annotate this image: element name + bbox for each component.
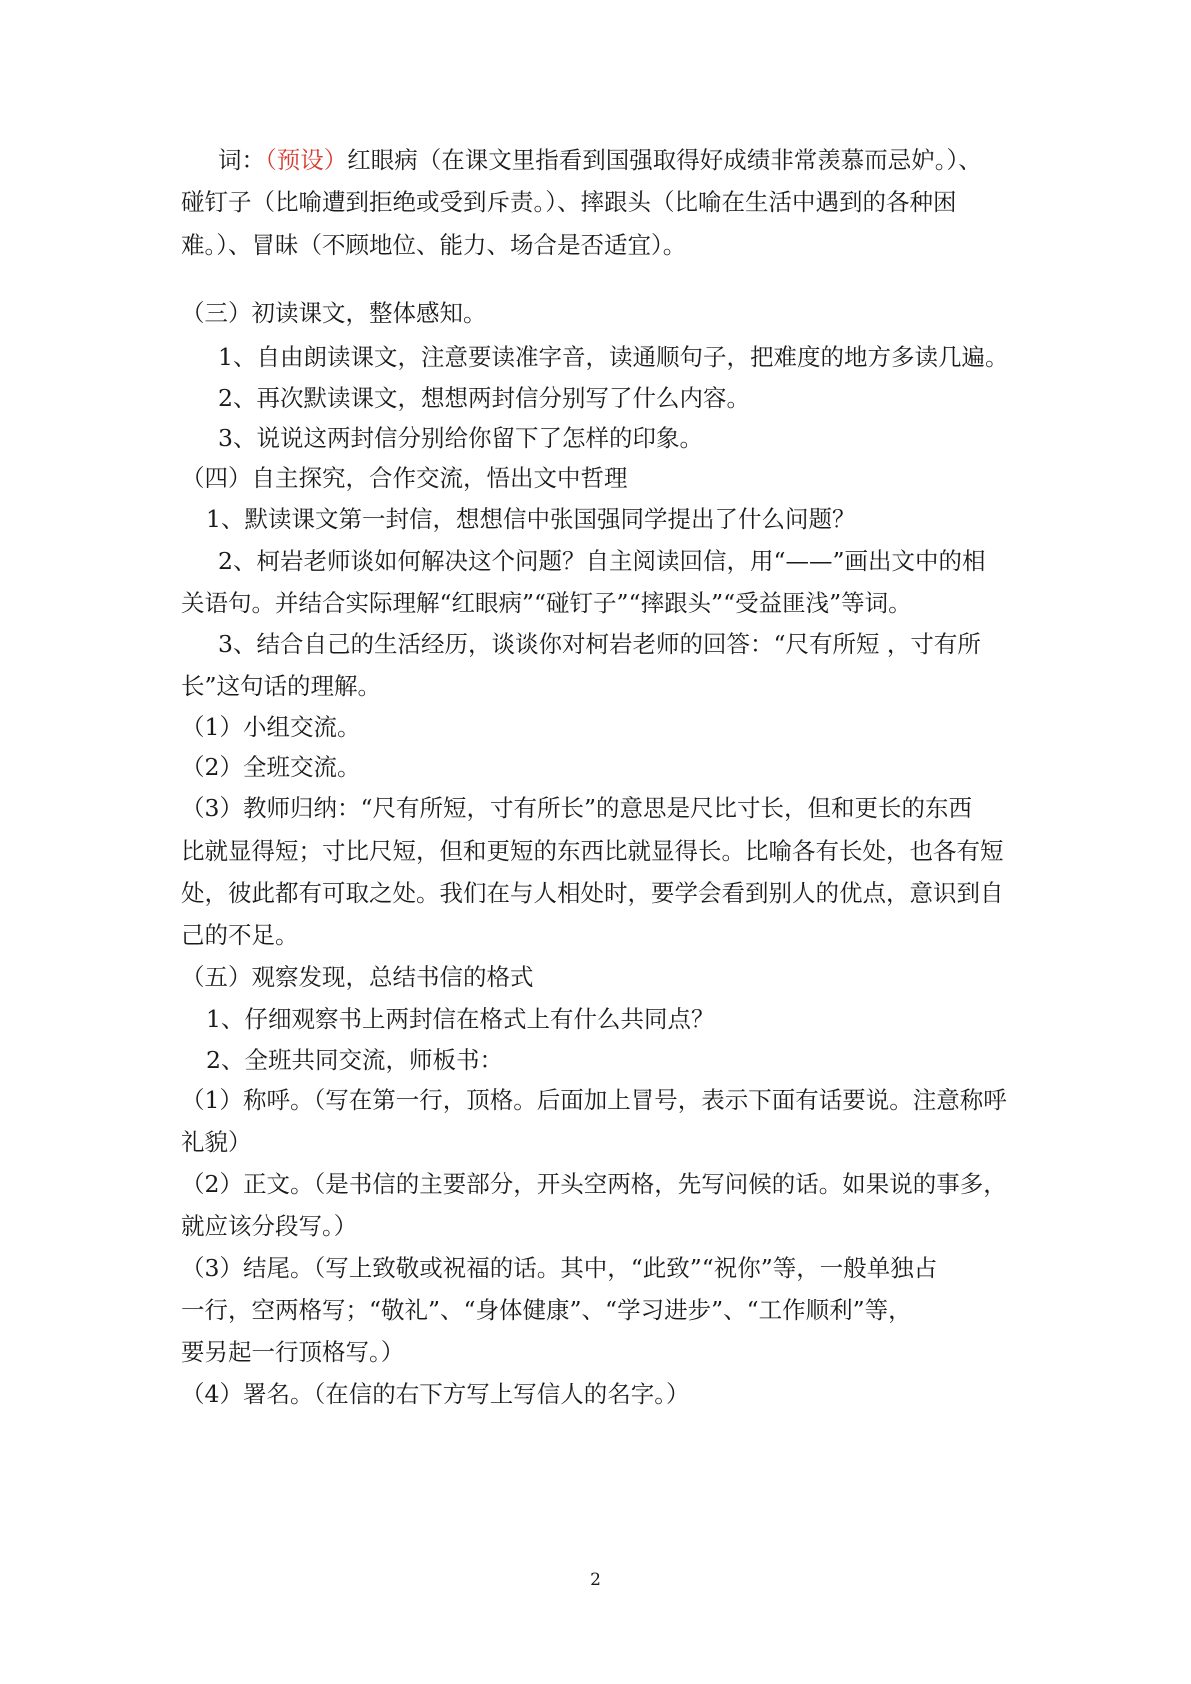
- text-line: （1）称呼。（写在第一行，顶格。后面加上冒号，表示下面有话要说。注意称呼: [181, 1086, 1007, 1114]
- text-line: 处，彼此都有可取之处。我们在与人相处时，要学会看到别人的优点，意识到自: [181, 879, 1004, 907]
- text-line: 就应该分段写。）: [181, 1212, 358, 1240]
- text-line: 3、说说这两封信分别给你留下了怎样的印象。: [218, 424, 703, 452]
- text-line: （3）结尾。（写上致敬或祝福的话。其中，“此致”“祝你”等，一般单独占: [181, 1254, 938, 1282]
- text-line: （2）全班交流。: [181, 753, 361, 781]
- text-line: 要另起一行顶格写。）: [181, 1338, 405, 1366]
- text-line: （4）署名。（在信的右下方写上写信人的名字。）: [181, 1380, 690, 1408]
- page-number: 2: [590, 1570, 601, 1590]
- text-line: 1、仔细观察书上两封信在格式上有什么共同点？: [206, 1005, 715, 1033]
- preset-label: （预设）: [265, 146, 348, 174]
- section-heading: （三）初读课文，整体感知。: [181, 299, 487, 327]
- text-line: 难。）、冒昧（不顾地位、能力、场合是否适宜）。: [181, 231, 687, 259]
- text-line: 1、默读课文第一封信，想想信中张国强同学提出了什么问题？: [206, 505, 856, 533]
- text-line: （2）正文。（是书信的主要部分，开头空两格，先写问候的话。如果说的事多，: [181, 1170, 1007, 1198]
- text-line: 1、自由朗读课文，注意要读准字音，读通顺句子，把难度的地方多读几遍。: [218, 343, 1009, 371]
- text-line: 长”这句话的理解。: [181, 672, 382, 700]
- section-heading: （四）自主探究，合作交流，悟出文中哲理: [181, 464, 628, 492]
- text-line: （3）教师归纳：“尺有所短，寸有所长”的意思是尺比寸长，但和更长的东西: [181, 794, 972, 822]
- text-segment: 词：: [218, 146, 265, 174]
- text-line: 2、柯岩老师谈如何解决这个问题？自主阅读回信，用“——”画出文中的相: [218, 547, 986, 575]
- text-line: 一行，空两格写；“敬礼”、“身体健康”、“学习进步”、“工作顺利”等，: [181, 1296, 912, 1324]
- text-line: 礼貌）: [181, 1128, 252, 1156]
- section-heading: （五）观察发现，总结书信的格式: [181, 963, 534, 991]
- text-line: [218, 145, 1048, 175]
- text-line: 3、结合自己的生活经历，谈谈你对柯岩老师的回答：“尺有所短 ，寸有所: [218, 630, 981, 658]
- text-line: 2、再次默读课文，想想两封信分别写了什么内容。: [218, 384, 750, 412]
- text-line: 2、全班共同交流，师板书：: [206, 1046, 503, 1074]
- text-line: 己的不足。: [181, 921, 299, 949]
- text-line: 比就显得短；寸比尺短，但和更短的东西比就显得长。比喻各有长处，也各有短: [181, 837, 1004, 865]
- text-line: （1）小组交流。: [181, 713, 361, 741]
- text-segment: 红眼病（在课文里指看到国强取得好成绩非常羡慕而忌妒。）、: [347, 146, 982, 174]
- text-line: 关语句。并结合实际理解“红眼病”“碰钉子”“摔跟头”“受益匪浅”等词。: [181, 589, 912, 617]
- text-line: 碰钉子（比喻遭到拒绝或受到斥责。）、摔跟头（比喻在生活中遇到的各种困: [181, 188, 957, 216]
